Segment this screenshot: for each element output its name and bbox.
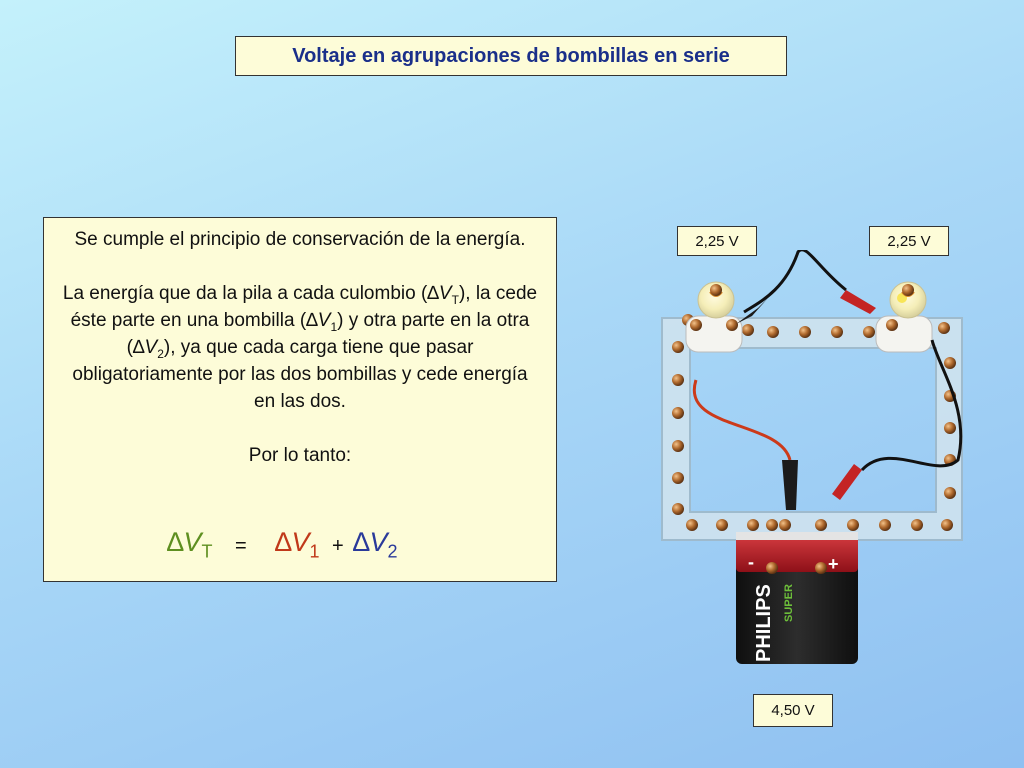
battery-brand: PHILIPS bbox=[753, 584, 775, 662]
battery bbox=[736, 519, 858, 664]
explanation-conclusion: Por lo tanto: bbox=[248, 445, 352, 466]
explanation-line-conservation: Se cumple el principio de conservación de la energía. bbox=[74, 229, 526, 250]
bulb-left-voltage-label: 2,25 V bbox=[677, 226, 757, 256]
plus-sign: + bbox=[332, 535, 344, 557]
slide-title: Voltaje en agrupaciones de bombillas en serie bbox=[235, 36, 787, 76]
wire-left-red bbox=[694, 380, 798, 510]
delta-v1-term: $\Delta V_1$ bbox=[275, 527, 320, 562]
series-circuit-diagram bbox=[640, 250, 980, 670]
battery-minus-sign: - bbox=[748, 552, 754, 572]
bulb-right-voltage-label: 2,25 V bbox=[869, 226, 949, 256]
bulb-right bbox=[876, 282, 932, 352]
bulb-left bbox=[686, 282, 742, 352]
delta-v2-term: $\Delta V_2$ bbox=[353, 527, 398, 562]
battery-plus-sign: + bbox=[828, 554, 839, 574]
delta-vt-term: $\Delta V_T$ bbox=[167, 527, 213, 562]
equals-sign: = bbox=[235, 535, 247, 557]
battery-model: SUPER bbox=[783, 584, 795, 622]
wire-top-black bbox=[736, 250, 876, 324]
battery-voltage-label: 4,50 V bbox=[753, 694, 833, 727]
explanation-paragraph-energy: La energía que da la pila a cada culombio $(\Delta V_T)$, la cede éste parte en una bombilla $(\Delta V_1)$ y otra parte en la otra $(\Delta V_2)$, ya que cada carga tiene que pasar obligatoriamente por las dos bombillas y cede energía en las dos. bbox=[62, 283, 538, 412]
